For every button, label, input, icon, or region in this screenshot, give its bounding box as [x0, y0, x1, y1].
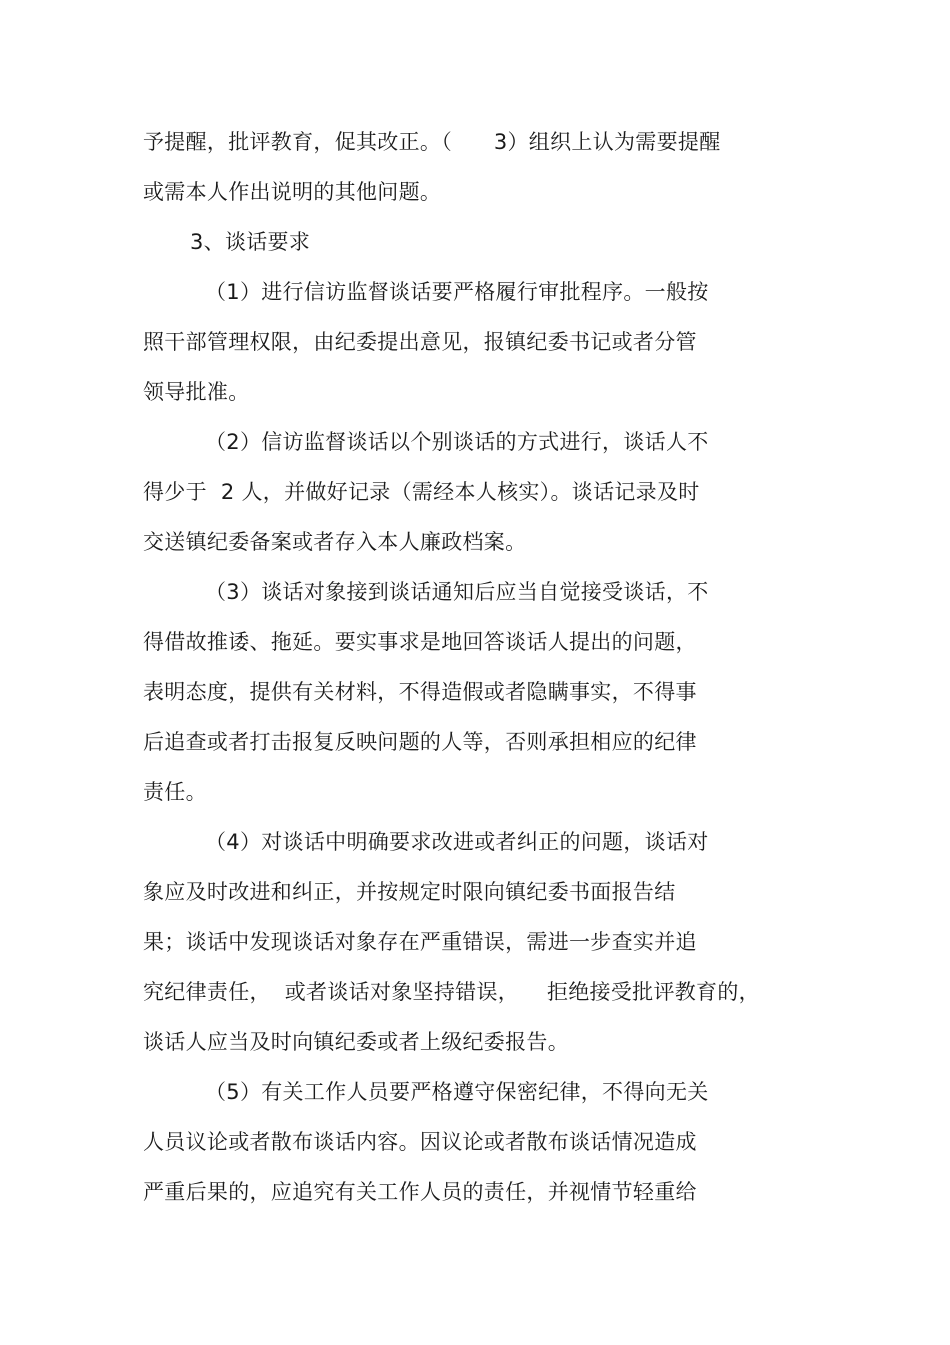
- text-line: 果；谈话中发现谈话对象存在严重错误，需进一步查实并追: [143, 930, 697, 954]
- text-line: 照干部管理权限，由纪委提出意见，报镇纪委书记或者分管: [143, 330, 697, 354]
- text-line: 得少于 2 人，并做好记录（需经本人核实）。谈话记录及时: [143, 480, 700, 504]
- text-line: （3）谈话对象接到谈话通知后应当自觉接受谈话，不: [205, 580, 709, 604]
- text-line: 后追查或者打击报复反映问题的人等，否则承担相应的纪律: [143, 730, 697, 754]
- text-line: 得借故推诿、拖延。要实事求是地回答谈话人提出的问题，: [143, 630, 697, 654]
- text-line: 责任。: [143, 780, 207, 804]
- text-line: 表明态度，提供有关材料，不得造假或者隐瞒事实，不得事: [143, 680, 697, 704]
- text-line: 严重后果的，应追究有关工作人员的责任，并视情节轻重给: [143, 1180, 697, 1204]
- text-line: （5）有关工作人员要严格遵守保密纪律，不得向无关: [205, 1080, 709, 1104]
- text-line: 究纪律责任， 或者谈话对象坚持错误， 拒绝接受批评教育的，: [143, 980, 760, 1004]
- section-heading: 3、谈话要求: [190, 230, 311, 254]
- text-line: 领导批准。: [143, 380, 250, 404]
- text-line: 或需本人作出说明的其他问题。: [143, 180, 442, 204]
- text-line: 象应及时改进和纠正，并按规定时限向镇纪委书面报告结: [143, 880, 676, 904]
- text-line: （4）对谈话中明确要求改进或者纠正的问题，谈话对: [205, 830, 709, 854]
- text-line: 谈话人应当及时向镇纪委或者上级纪委报告。: [143, 1030, 569, 1054]
- text-line: 交送镇纪委备案或者存入本人廉政档案。: [143, 530, 527, 554]
- text-line: （2）信访监督谈话以个别谈话的方式进行，谈话人不: [205, 430, 709, 454]
- text-line: 人员议论或者散布谈话内容。因议论或者散布谈话情况造成: [143, 1130, 697, 1154]
- text-line: （1）进行信访监督谈话要严格履行审批程序。一般按: [205, 280, 709, 304]
- text-line: 予提醒，批评教育，促其改正。（ 3）组织上认为需要提醒: [143, 130, 721, 154]
